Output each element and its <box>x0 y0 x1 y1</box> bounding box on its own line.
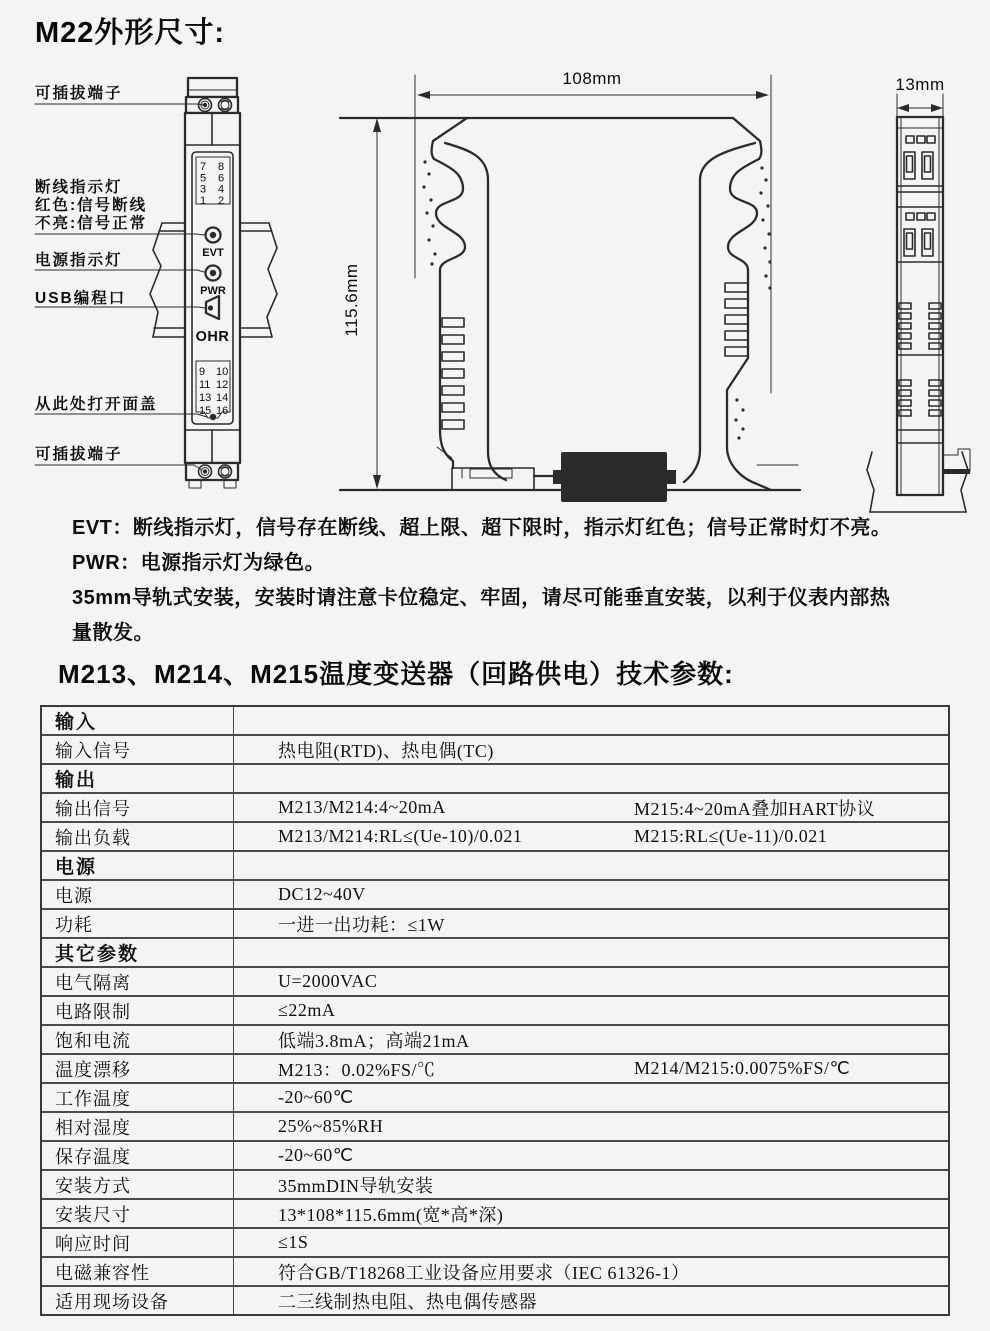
spec-value-primary: -20~60℃ <box>278 1087 354 1107</box>
spec-value-primary: 35mmDIN导轨安装 <box>278 1175 434 1196</box>
terminal-number: 4 <box>218 183 225 196</box>
spec-row-label: 电源 <box>42 852 234 879</box>
spec-value-primary: 热电阻(RTD)、热电偶(TC) <box>278 740 494 761</box>
evt-led-label: EVT <box>202 247 224 259</box>
spec-table-row <box>42 736 948 765</box>
dimension-diagram <box>0 0 990 525</box>
side-vent-slots-right <box>725 283 748 356</box>
spec-table-row <box>42 1171 948 1200</box>
page-title: M22外形尺寸: <box>35 17 226 49</box>
spec-table-row <box>42 1200 948 1229</box>
terminal-number: 13 <box>199 392 212 404</box>
callout-terminal-bottom: 可插拔端子 <box>35 446 123 463</box>
spec-table-row <box>42 1142 948 1171</box>
spec-row-value <box>234 1142 948 1169</box>
spec-row-label: 输入信号 <box>42 736 234 763</box>
spec-row-value <box>234 1084 948 1111</box>
note-mounting-1: 35mm导轨式安装，安装时请注意卡位稳定、牢固，请尽可能垂直安装，以利于仪表内部热 <box>72 587 891 609</box>
spec-row-value <box>234 765 948 792</box>
spec-table-row <box>42 1084 948 1113</box>
dim-height-label: 115.6mm <box>342 263 361 337</box>
spec-value-primary: M213/M214:RL≤(Ue-10)/0.021 <box>278 826 523 846</box>
callout-open-cover: 从此处打开面盖 <box>35 396 158 413</box>
spec-row-value <box>234 1055 948 1082</box>
spec-row-label: 电气隔离 <box>42 968 234 995</box>
side-vent-slots-left <box>442 318 464 429</box>
terminal-number: 14 <box>216 392 229 404</box>
spec-table-row <box>42 1026 948 1055</box>
spec-row-label: 其它参数 <box>42 939 234 966</box>
spec-row-label: 电路限制 <box>42 997 234 1024</box>
spec-row-label: 安装方式 <box>42 1171 234 1198</box>
spec-table-row <box>42 997 948 1026</box>
spec-value-primary: 低端3.8mA；高端21mA <box>278 1030 470 1051</box>
spec-value-secondary: M214/M215:0.0075%FS/℃ <box>634 1058 851 1078</box>
spec-row-value <box>234 1287 948 1314</box>
callout-break-led-1: 断线指示灯 <box>35 179 123 196</box>
spec-row-label: 响应时间 <box>42 1229 234 1256</box>
spec-value-primary: 13*108*115.6mm(宽*高*深) <box>278 1204 504 1225</box>
spec-row-value <box>234 1229 948 1256</box>
callout-break-led-3: 不亮:信号正常 <box>35 215 148 232</box>
spec-row-label: 输出负载 <box>42 823 234 850</box>
spec-value-secondary: M215:4~20mA叠加HART协议 <box>634 798 876 819</box>
spec-row-value <box>234 852 948 879</box>
spec-row-label: 工作温度 <box>42 1084 234 1111</box>
spec-table-section-row <box>42 852 948 881</box>
spec-table-body <box>42 707 948 1314</box>
terminal-number: 1 <box>200 194 207 207</box>
spec-table-section-row <box>42 707 948 736</box>
spec-row-value <box>234 1258 948 1285</box>
spec-value-primary: -20~60℃ <box>278 1145 354 1165</box>
callout-usb: USB编程口 <box>35 290 127 307</box>
spec-row-label: 安装尺寸 <box>42 1200 234 1227</box>
spec-row-value <box>234 736 948 763</box>
spec-value-primary: U=2000VAC <box>278 971 378 991</box>
spec-row-value <box>234 968 948 995</box>
spec-value-primary: M213：0.02%FS/℃ <box>278 1059 436 1080</box>
spec-row-label: 输出 <box>42 765 234 792</box>
terminal-number: 16 <box>216 405 229 417</box>
spec-row-value <box>234 910 948 937</box>
brand-logo: OHR <box>195 329 230 345</box>
terminal-number: 15 <box>199 405 212 417</box>
din-clip <box>437 447 561 490</box>
spec-table-row <box>42 1113 948 1142</box>
spec-row-value <box>234 881 948 908</box>
spec-table <box>40 705 950 1316</box>
spec-table-section-row <box>42 939 948 968</box>
spec-table-row <box>42 1229 948 1258</box>
spec-row-label: 温度漂移 <box>42 1055 234 1082</box>
spec-value-primary: 一进一出功耗：≤1W <box>278 914 445 935</box>
spec-row-value <box>234 823 948 850</box>
spec-row-label: 适用现场设备 <box>42 1287 234 1314</box>
terminal-number: 8 <box>218 161 225 173</box>
spec-row-value <box>234 1113 948 1140</box>
spec-table-title: M213、M214、M215温度变送器（回路供电）技术参数: <box>58 659 734 689</box>
spec-row-label: 功耗 <box>42 910 234 937</box>
spec-row-label: 输入 <box>42 707 234 734</box>
callout-terminal-top: 可插拔端子 <box>35 85 123 102</box>
note-mounting-2: 量散发。 <box>72 622 154 644</box>
spec-table-row <box>42 1258 948 1287</box>
note-evt: EVT：断线指示灯，信号存在断线、超上限、超下限时，指示灯红色；信号正常时灯不亮。 <box>72 517 892 539</box>
spec-table-row <box>42 910 948 939</box>
spec-value-primary: ≤22mA <box>278 1000 336 1020</box>
spec-row-value <box>234 939 948 966</box>
terminal-number: 12 <box>216 379 229 391</box>
spec-table-row <box>42 1055 948 1084</box>
bus-connector <box>553 452 676 502</box>
terminal-number: 7 <box>200 161 207 173</box>
dim-depth-label: 108mm <box>562 69 622 88</box>
spec-value-primary: ≤1S <box>278 1232 309 1252</box>
spec-table-row <box>42 823 948 852</box>
side-view <box>340 69 800 502</box>
spec-table-row <box>42 794 948 823</box>
spec-row-value <box>234 1026 948 1053</box>
spec-value-primary: DC12~40V <box>278 884 366 904</box>
spec-row-label: 饱和电流 <box>42 1026 234 1053</box>
dim-width-label: 13mm <box>895 75 945 94</box>
break-dots <box>422 160 771 439</box>
spec-row-value <box>234 997 948 1024</box>
spec-table-row <box>42 968 948 997</box>
callout-break-led-2: 红色:信号断线 <box>35 197 148 214</box>
spec-row-label: 输出信号 <box>42 794 234 821</box>
callouts <box>35 83 207 470</box>
narrow-view <box>867 75 970 512</box>
spec-table-row <box>42 881 948 910</box>
spec-value-primary: 二三线制热电阻、热电偶传感器 <box>278 1291 537 1312</box>
terminal-number: 3 <box>200 183 207 196</box>
front-view <box>150 78 277 488</box>
device-front-body <box>185 78 240 488</box>
spec-row-value <box>234 707 948 734</box>
terminal-number: 11 <box>199 379 211 391</box>
spec-row-label: 相对湿度 <box>42 1113 234 1140</box>
callout-power-led: 电源指示灯 <box>35 252 123 269</box>
spec-row-value <box>234 794 948 821</box>
spec-value-primary: 25%~85%RH <box>278 1116 384 1136</box>
spec-value-secondary: M215:RL≤(Ue-11)/0.021 <box>634 826 828 846</box>
notes-block <box>72 511 891 651</box>
spec-table-row <box>42 1287 948 1314</box>
spec-row-label: 电源 <box>42 881 234 908</box>
note-pwr: PWR：电源指示灯为绿色。 <box>72 552 326 574</box>
terminal-number: 6 <box>218 172 225 185</box>
pwr-led-label: PWR <box>200 285 226 297</box>
spec-table-section-row <box>42 765 948 794</box>
terminal-number: 2 <box>218 194 225 207</box>
terminal-number: 9 <box>199 366 206 378</box>
spec-row-value <box>234 1200 948 1227</box>
terminal-number: 5 <box>200 172 207 185</box>
spec-value-primary: M213/M214:4~20mA <box>278 797 446 817</box>
terminal-number: 10 <box>216 366 229 378</box>
spec-value-primary: 符合GB/T18268工业设备应用要求（IEC 61326-1） <box>278 1262 690 1283</box>
spec-row-value <box>234 1171 948 1198</box>
spec-row-label: 电磁兼容性 <box>42 1258 234 1285</box>
spec-row-label: 保存温度 <box>42 1142 234 1169</box>
